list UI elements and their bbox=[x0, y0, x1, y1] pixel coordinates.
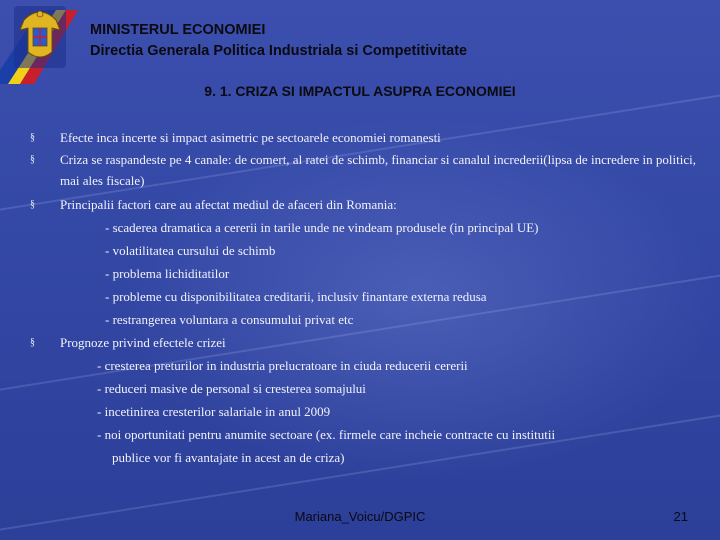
bullet-item bbox=[30, 193, 700, 216]
bullet-icon: § bbox=[30, 337, 35, 348]
sub-item: - cresterea preturilor in industria prelucratoare in ciuda reducerii cererii bbox=[97, 358, 468, 373]
sub-item: - probleme cu disponibilitatea creditarii, inclusiv finantare externa redusa bbox=[105, 289, 487, 304]
bullet-text: Prognoze privind efectele crizei bbox=[60, 335, 226, 350]
page-number: 21 bbox=[673, 509, 688, 524]
sub-item: - noi oportunitati pentru anumite sectoare (ex. firmele care incheie contracte cu institutii bbox=[97, 427, 556, 442]
bullet-icon: § bbox=[30, 132, 35, 143]
sub-item: publice vor fi avantajate in acest an de criza) bbox=[112, 450, 345, 465]
bullet-item bbox=[30, 149, 700, 191]
sub-item: - reduceri masive de personal si cresterea somajului bbox=[97, 381, 366, 396]
directorate-name: Directia Generala Politica Industriala si Competitivitate bbox=[90, 43, 468, 59]
bullet-item bbox=[30, 126, 700, 149]
bullet-text: Principalii factori care au afectat mediul de afaceri din Romania: bbox=[60, 197, 397, 212]
footer-author: Mariana_Voicu/DGPIC bbox=[294, 509, 426, 524]
sub-item: - problema lichiditatilor bbox=[105, 266, 230, 281]
bullet-item bbox=[30, 331, 700, 354]
coat-of-arms-logo bbox=[0, 0, 84, 84]
bullet-icon: § bbox=[30, 199, 35, 210]
sub-item: - restrangerea voluntara a consumului privat etc bbox=[105, 312, 354, 327]
bullet-icon: § bbox=[30, 154, 35, 165]
sub-item: - scaderea dramatica a cererii in tarile unde ne vindeam produsele (in principal UE) bbox=[105, 220, 539, 235]
slide-title: 9. 1. CRIZA SI IMPACTUL ASUPRA ECONOMIEI bbox=[204, 83, 516, 99]
bullet-text: Criza se raspandeste pe 4 canale: de comert, al ratei de schimb, financiar si canalul increderii(lipsa de incredere in politici, mai ales fiscale) bbox=[60, 152, 696, 188]
sub-item: - volatilitatea cursului de schimb bbox=[105, 243, 276, 258]
sub-item: - incetinirea cresterilor salariale in anul 2009 bbox=[97, 404, 331, 419]
bullet-text: Efecte inca incerte si impact asimetric pe sectoarele economiei romanesti bbox=[60, 130, 441, 145]
ministry-header bbox=[90, 20, 467, 62]
ministry-name: MINISTERUL ECONOMIEI bbox=[90, 22, 266, 38]
